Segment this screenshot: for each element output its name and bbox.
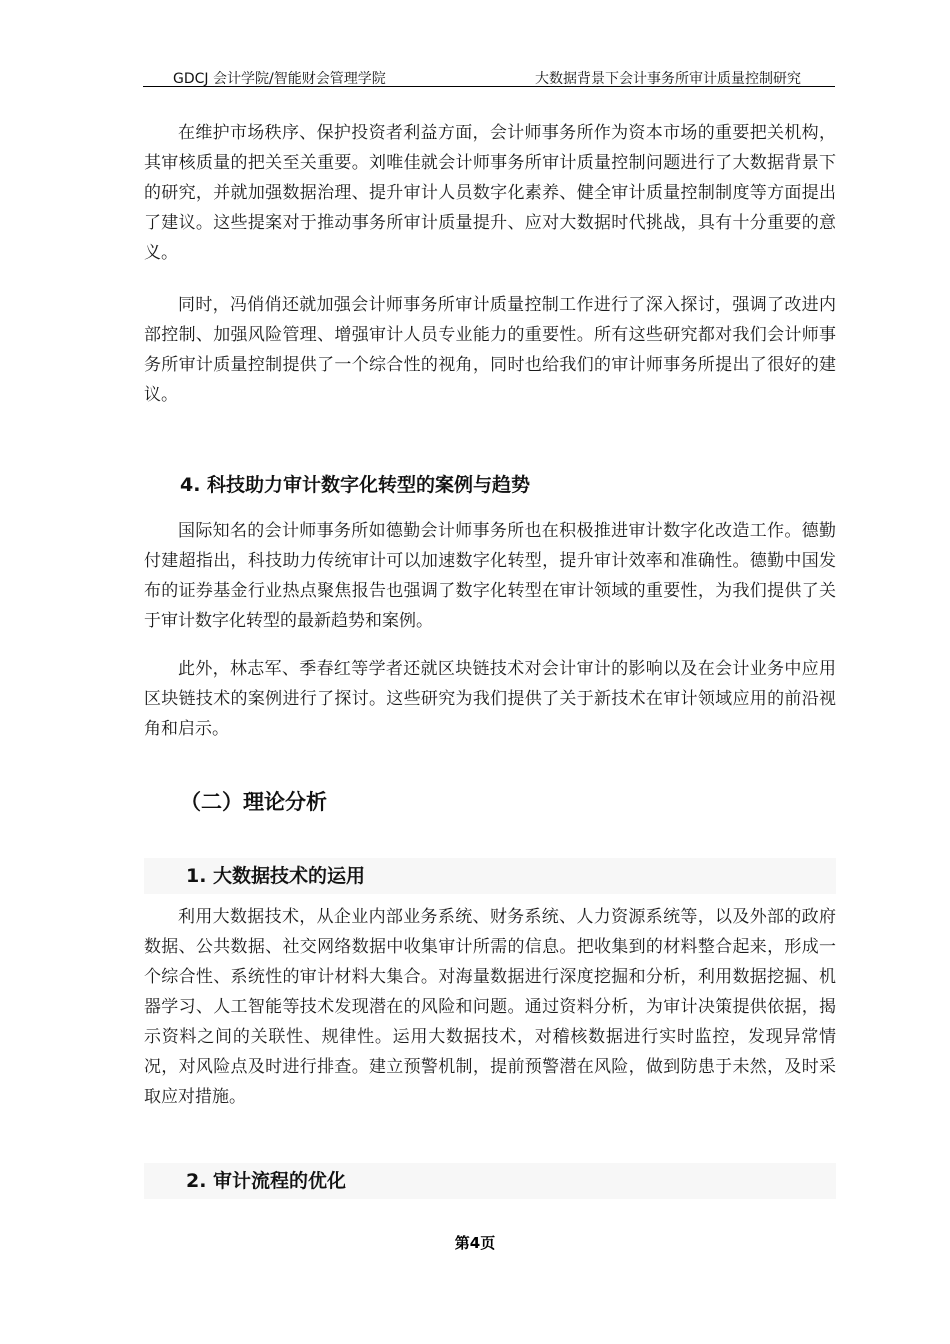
page-number: 第4页 [454, 1234, 496, 1252]
heading-audit-process-optimization: 2. 审计流程的优化 [186, 1170, 347, 1192]
paragraph-market-order: 在维护市场秩序、保护投资者利益方面，会计师事务所作为资本市场的重要把关机构，其审核质量的把关至关重要。刘唯佳就会计师事务所审计质量控制问题进行了大数据背景下的研究，并就加强数据治理、提升审计人员数字化素养、健全审计质量控制制度等方面提出了建议。这些提案对于推动事务所审计质量提升、应对大数据时代挑战，具有十分重要的意义。 [144, 123, 836, 263]
paragraph-feng-qiaoqiao: 同时，冯俏俏还就加强会计师事务所审计质量控制工作进行了深入探讨，强调了改进内部控制、加强风险管理、增强审计人员专业能力的重要性。所有这些研究都对我们会计师事务所审计质量控制提供了一个综合性的视角，同时也给我们的审计师事务所提出了很好的建议。 [144, 295, 836, 405]
heading-big-data-application: 1. 大数据技术的运用 [186, 865, 366, 887]
paragraph-deloitte: 国际知名的会计师事务所如德勤会计师事务所也在积极推进审计数字化改造工作。德勤付建超指出，科技助力传统审计可以加速数字化转型，提升审计效率和准确性。德勤中国发布的证券基金行业热点聚焦报告也强调了数字化转型在审计领域的重要性，为我们提供了关于审计数字化转型的最新趋势和案例。 [144, 521, 836, 631]
paragraph-big-data: 利用大数据技术，从企业内部业务系统、财务系统、人力资源系统等，以及外部的政府数据、公共数据、社交网络数据中收集审计所需的信息。把收集到的材料整合起来，形成一个综合性、系统性的审计材料大集合。对海量数据进行深度挖掘和分析，利用数据挖掘、机器学习、人工智能等技术发现潜在的风险和问题。通过资料分析，为审计决策提供依据，揭示资料之间的关联性、规律性。运用大数据技术，对稽核数据进行实时监控，发现异常情况，对风险点及时进行排查。建立预警机制，提前预警潜在风险，做到防患于未然，及时采取应对措施。 [144, 907, 836, 1107]
header-left-text: GDCJ 会计学院/智能财会管理学院 [173, 71, 386, 87]
heading-theoretical-analysis: （二）理论分析 [180, 790, 327, 814]
page-header [143, 68, 835, 87]
header-right-text: 大数据背景下会计事务所审计质量控制研究 [535, 71, 801, 87]
paragraph-blockchain: 此外，林志军、季春红等学者还就区块链技术对会计审计的影响以及在会计业务中应用区块链技术的案例进行了探讨。这些研究为我们提供了关于新技术在审计领域应用的前沿视角和启示。 [144, 659, 836, 739]
heading-tech-digital-transformation: 4. 科技助力审计数字化转型的案例与趋势 [180, 474, 531, 496]
